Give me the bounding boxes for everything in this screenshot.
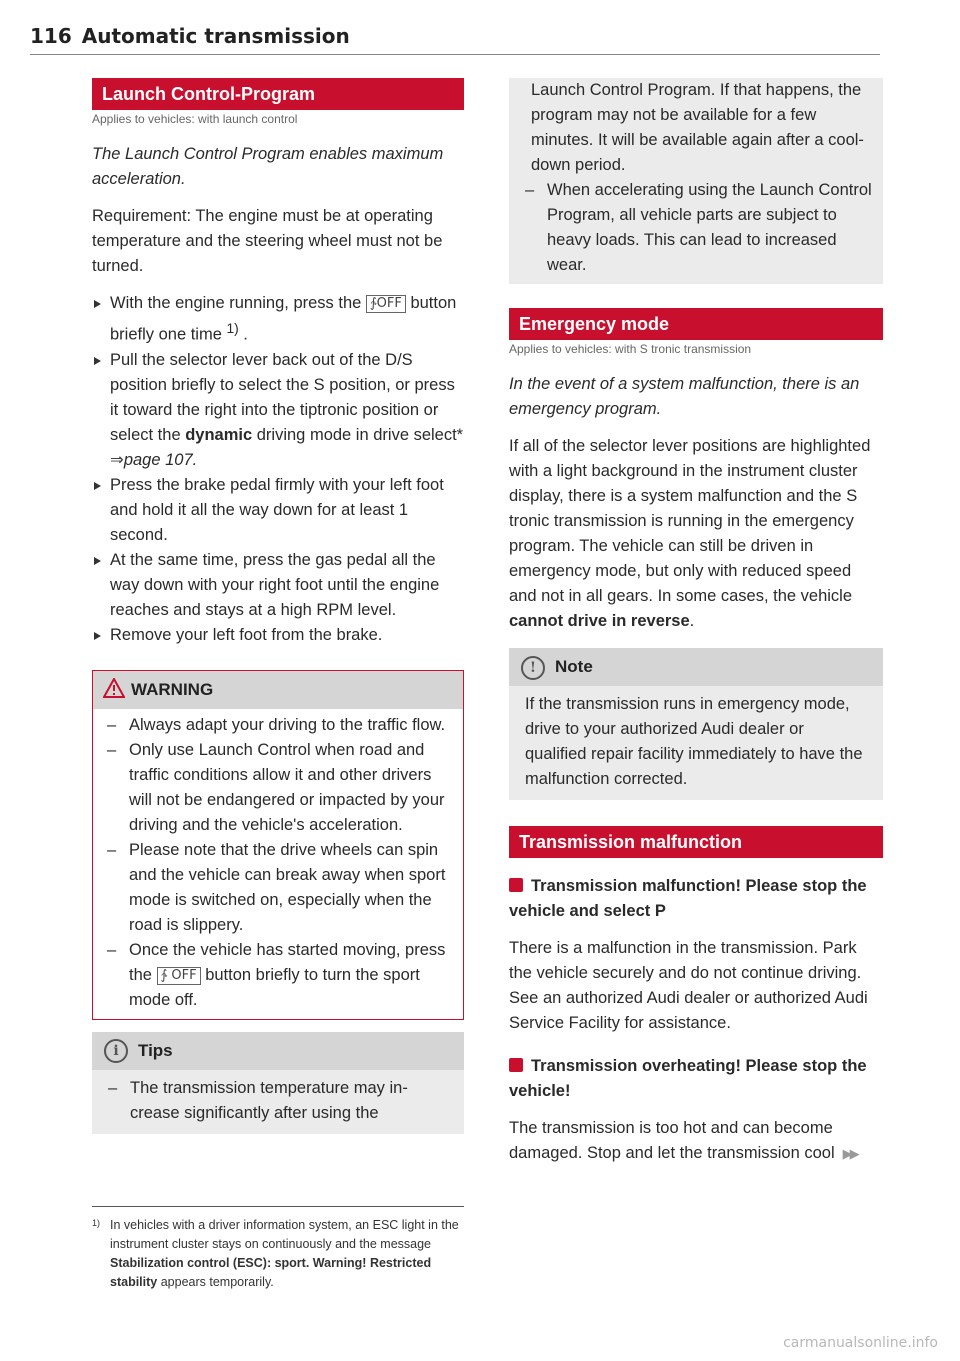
footnote-rule <box>92 1206 464 1207</box>
bullet-arrow-icon <box>94 482 101 490</box>
warning-item: – Always adapt your driving to the traffic flow. <box>107 715 446 734</box>
header-rule <box>30 54 880 55</box>
info-icon: i <box>104 1039 128 1063</box>
esc-off-key: ∱ OFF <box>157 967 201 985</box>
step2-bold: dynamic <box>185 425 253 444</box>
step2-text-before: Pull the selector lever back out of the D/S position briefly to select the S position, or press it toward the right into the tiptronic position or select the <box>110 350 455 444</box>
tips-continuation-box <box>509 78 883 284</box>
left-column <box>92 78 464 1146</box>
launch-control-requirement: Requirement: The engine must be at operating temperature and the steering wheel must not be turned. <box>92 207 443 275</box>
warning-item: – Only use Launch Control when road and traffic conditions allow it and other drivers will not be endangered or impacted by your driving and the vehicle's acceleration. <box>107 740 445 834</box>
malfunction-message-2-text: The transmission is too hot and can become damaged. Stop and let the transmission cool ▶▶ <box>509 1119 857 1162</box>
right-column <box>509 78 883 1178</box>
chapter-title: Automatic transmission <box>81 24 350 48</box>
tips-title: Tips <box>138 1040 173 1060</box>
note-title: Note <box>555 657 593 676</box>
footnote: 1) In vehicles with a driver information system, an ESC light in the instrument cluster stays on continuously and the message Stabilization control (ESC): sport. Warning! Restricted stability appears temporarily. <box>92 1216 464 1292</box>
step-item <box>92 473 464 548</box>
emergency-mode-intro: In the event of a system malfunction, there is an emergency program. <box>509 375 860 418</box>
malfunction-message-1-text: There is a malfunction in the transmission. Park the vehicle securely and do not continue driving. See an authorized Audi dealer or authorized Audi Service Facility for assistance. <box>509 939 868 1032</box>
tips-list <box>108 1076 450 1126</box>
tips-item: – When accelerating using the Launch Control Program, all vehicle parts are subject to heavy loads. This can lead to increased wear. <box>525 181 872 274</box>
step3-text: Press the brake pedal firmly with your left foot and hold it all the way down for at least 1 second. <box>110 475 444 544</box>
warning-lamp-icon <box>509 1058 523 1072</box>
warning-item: – Once the vehicle has started moving, press the ∱ OFF button briefly to turn the sport mode off. <box>107 940 446 1009</box>
emergency-mode-heading: Emergency mode <box>509 308 883 340</box>
launch-control-applies: Applies to vehicles: with launch control <box>92 112 298 126</box>
step1-text-before: With the engine running, press the <box>110 294 366 312</box>
warning-triangle-icon <box>103 674 125 712</box>
emergency-mode-body: If all of the selector lever positions are highlighted with a light background in the instrument cluster display, there is a system malfunction and the S tronic transmission is running in the emergency program. The vehicle can still be driven in emergency mode, but only with reduced speed and not in all gears. In some cases, the vehicle cannot drive in reverse. <box>509 437 871 630</box>
page-header <box>30 24 880 48</box>
bullet-arrow-icon <box>94 357 101 365</box>
step-item <box>92 623 464 648</box>
warning-header <box>93 671 463 709</box>
page-reference-link[interactable]: page 107. <box>123 450 198 469</box>
note-header <box>509 648 883 686</box>
malfunction-message-1: Transmission malfunction! Please stop the vehicle and select P <box>509 877 867 920</box>
launch-control-steps <box>92 291 464 648</box>
step4-text: At the same time, press the gas pedal all the way down with your right foot until the engine reaches and stays at a high RPM level. <box>110 550 440 619</box>
footnote-ref: 1) <box>226 321 239 336</box>
transmission-malfunction-heading: Transmission malfunction <box>509 826 883 858</box>
page-number: 116 <box>30 24 72 48</box>
warning-box <box>92 670 464 1020</box>
step-item <box>92 291 464 348</box>
tips-continuation-text: Launch Control Program. If that happens, the program may not be available for a few minutes. It will be available again after a cool-down period. <box>531 81 864 174</box>
xref-arrow-icon: ⇒ <box>110 450 124 469</box>
emergency-mode-applies: Applies to vehicles: with S tronic transmission <box>509 342 752 356</box>
bullet-arrow-icon <box>94 632 101 640</box>
step-item <box>92 348 464 473</box>
exclamation-icon: ! <box>521 656 545 680</box>
tips-continuation-list <box>525 178 873 284</box>
warning-list <box>107 713 449 1013</box>
step2-text-after: driving mode in drive select* <box>252 425 464 444</box>
tips-item: – The transmission temperature may increase significantly after using the <box>108 1078 408 1122</box>
launch-control-heading: Launch Control-Program <box>92 78 464 110</box>
bullet-arrow-icon <box>94 557 101 565</box>
step1-end: . <box>238 325 248 344</box>
continue-arrow-icon: ▶▶ <box>842 1146 857 1161</box>
warning-lamp-icon <box>509 878 523 892</box>
malfunction-message-2: Transmission overheating! Please stop the vehicle! <box>509 1057 867 1100</box>
footnote-marker: 1) <box>92 1218 101 1228</box>
bullet-arrow-icon <box>94 300 101 308</box>
watermark: carmanualsonline.info <box>783 1335 938 1351</box>
warning-item: – Please note that the drive wheels can spin and the vehicle can break away when sport mode is switched on, especially when the road is slippery. <box>107 840 446 934</box>
step1-text-after: button briefly one time <box>110 294 457 344</box>
step5-text: Remove your left foot from the brake. <box>110 625 383 644</box>
note-box <box>509 648 883 800</box>
step-item <box>92 548 464 623</box>
footnote-bold-message: Stabilization control (ESC): sport. Warning! Restricted stability <box>110 1256 432 1289</box>
warning-title: WARNING <box>131 679 214 699</box>
tips-box <box>92 1032 464 1134</box>
esc-off-key: ∱OFF <box>366 295 406 313</box>
launch-control-intro: The Launch Control Program enables maximum acceleration. <box>92 145 444 188</box>
tips-header <box>92 1032 464 1070</box>
note-text: If the transmission runs in emergency mode, drive to your authorized Audi dealer or qualified repair facility immediately to have the malfunction corrected. <box>525 695 863 788</box>
